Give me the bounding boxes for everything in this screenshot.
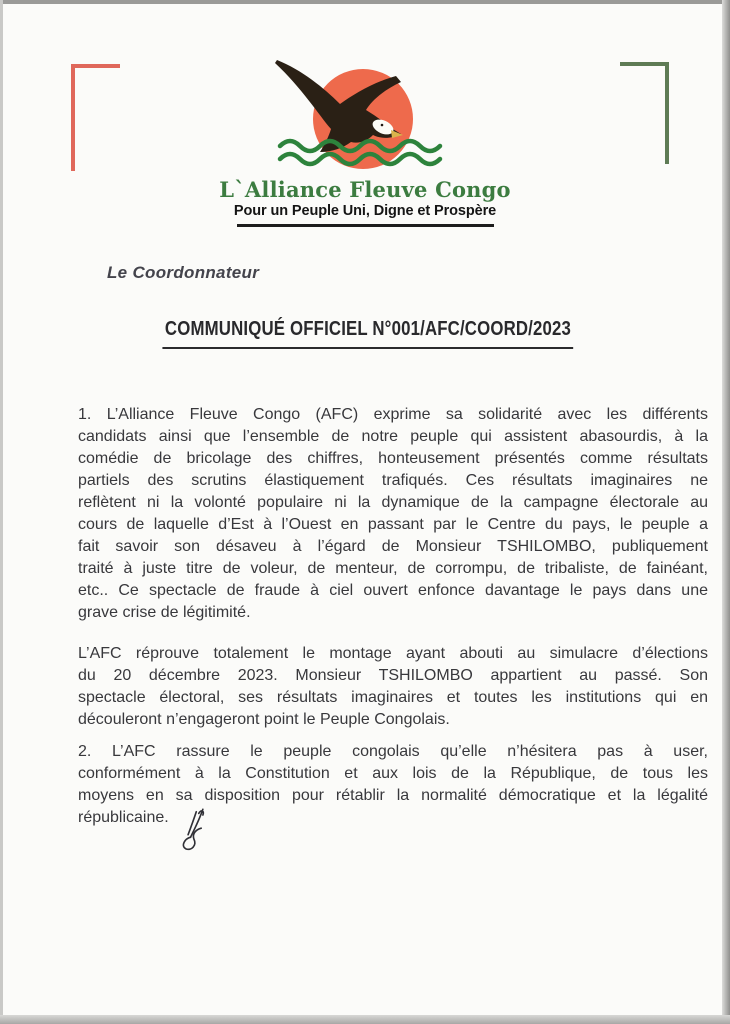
org-slogan: Pour un Peuple Uni, Digne et Prospère <box>233 203 497 219</box>
text-line: traité à juste titre de voleur, de menteur, de corrompu, de tribaliste, de fainéant, <box>78 560 708 577</box>
body-paragraphs <box>78 404 708 829</box>
text-line: fait savoir son désaveu à l’égard de Monsieur TSHILOMBO, publiquement <box>78 538 708 555</box>
text-line: candidats ainsi que l’ensemble de notre peuple qui assistent abasourdis, à la <box>78 428 708 445</box>
author-line: Le Coordonnateur <box>107 263 260 282</box>
text-line: grave crise de légitimité. <box>78 604 251 621</box>
text-line: etc.. Ce spectacle de fraude à ciel ouvert enfonce davantage le pays dans une <box>78 582 708 599</box>
text-line: reflètent ni la volonté populaire ni la dynamique de la campagne électorale au <box>78 494 708 511</box>
scan-edge-top <box>0 0 730 4</box>
text-line: conformément à la Constitution et aux lois de la République, de tous les <box>78 765 708 782</box>
text-line: 2. L’AFC rassure le peuple congolais qu’elle n’hésitera pas à user, <box>78 743 708 760</box>
text-line: 1. L’Alliance Fleuve Congo (AFC) exprime sa solidarité avec les différents <box>78 406 708 423</box>
paragraph-3 <box>78 741 708 829</box>
text-line: spectacle électoral, ses résultats imaginaires et toutes les institutions qui en <box>78 689 708 706</box>
communique-title: COMMUNIQUÉ OFFICIEL N°001/AFC/COORD/2023 <box>162 317 573 349</box>
paragraph-2 <box>78 643 708 731</box>
text-line: cours de laquelle d’Est à l’Ouest en passant par le Centre du pays, le peuple a <box>78 516 708 533</box>
scan-edge-bottom <box>0 1015 730 1024</box>
text-line: du 20 décembre 2023. Monsieur TSHILOMBO appartient au passé. Son <box>78 667 708 684</box>
afc-logo-block <box>0 56 730 227</box>
signature-paraph-icon <box>176 806 210 857</box>
text-line: moyens en sa disposition pour rétablir la normalité démocratique et la légalité <box>78 787 708 804</box>
communique-title-wrap <box>123 317 612 349</box>
eagle-sun-river-logo-icon <box>270 56 460 174</box>
text-line: L’AFC réprouve totalement le montage ayant abouti au simulacre d’élections <box>78 645 708 662</box>
text-line: comédie de bricolage des chiffres, honteusement présentés comme résultats <box>78 450 708 467</box>
text-line: découleront n’engageront point le Peuple Congolais. <box>78 711 450 728</box>
text-line: républicaine. <box>78 809 169 826</box>
org-name: L`Alliance Fleuve Congo <box>219 177 511 202</box>
paragraph-1 <box>78 404 708 624</box>
logo-underline <box>237 224 494 227</box>
text-line: partiels des scrutins élastiquement trafiqués. Ces résultats imaginaires ne <box>78 472 708 489</box>
